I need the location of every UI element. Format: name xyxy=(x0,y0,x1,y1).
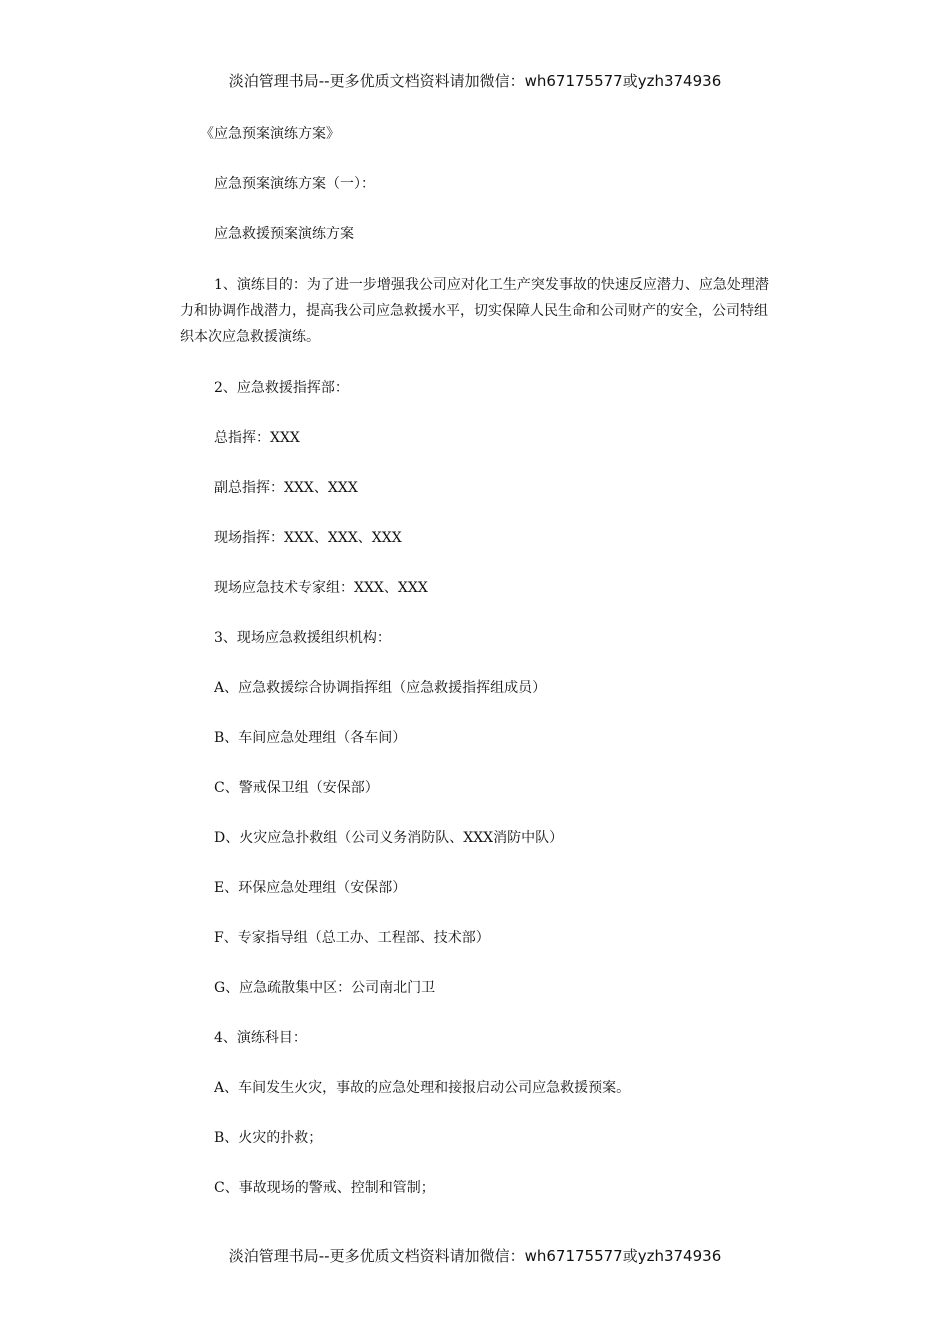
document-title: 《应急预案演练方案》 xyxy=(200,126,340,142)
page-header: 淡泊管理书局--更多优质文档资料请加微信：wh67175577或yzh374936 xyxy=(228,72,722,90)
list-item: B、火灾的扑救； xyxy=(214,1130,323,1146)
paragraph-site-commander: 现场指挥：XXX、XXX、XXX xyxy=(214,530,402,546)
list-item: F、专家指导组（总工办、工程部、技术部） xyxy=(214,930,490,946)
list-item: C、警戒保卫组（安保部） xyxy=(214,780,379,796)
page-footer: 淡泊管理书局--更多优质文档资料请加微信：wh67175577或yzh374936 xyxy=(228,1247,722,1265)
list-item: G、应急疏散集中区：公司南北门卫 xyxy=(214,980,436,996)
paragraph-organization-heading: 3、现场应急救援组织机构： xyxy=(214,630,391,646)
list-item: D、火灾应急扑救组（公司义务消防队、XXX消防中队） xyxy=(214,830,564,846)
paragraph-commander: 总指挥：XXX xyxy=(214,430,300,446)
paragraph-expert-group: 现场应急技术专家组：XXX、XXX xyxy=(214,580,428,596)
paragraph-deputy-commander: 副总指挥：XXX、XXX xyxy=(214,480,358,496)
list-item: E、环保应急处理组（安保部） xyxy=(214,880,407,896)
list-item: B、车间应急处理组（各车间） xyxy=(214,730,407,746)
document-body xyxy=(180,122,772,1226)
list-item: C、事故现场的警戒、控制和管制； xyxy=(214,1180,435,1196)
list-item: A、车间发生火灾，事故的应急处理和接报启动公司应急救援预案。 xyxy=(214,1080,631,1096)
paragraph-command-heading: 2、应急救援指挥部： xyxy=(214,380,349,396)
list-item: A、应急救援综合协调指挥组（应急救援指挥组成员） xyxy=(214,680,547,696)
section-heading: 应急预案演练方案（一）： xyxy=(214,176,375,192)
paragraph-purpose: 1、演练目的：为了进一步增强我公司应对化工生产突发事故的快速反应潜力、应急处理潜力和协调作战潜力，提高我公司应急救援水平，切实保障人民生命和公司财产的安全，公司特组织本次应急救援演练。 xyxy=(180,277,769,345)
subsection-heading: 应急救援预案演练方案 xyxy=(214,226,354,242)
paragraph-drill-subjects-heading: 4、演练科目： xyxy=(214,1030,307,1046)
